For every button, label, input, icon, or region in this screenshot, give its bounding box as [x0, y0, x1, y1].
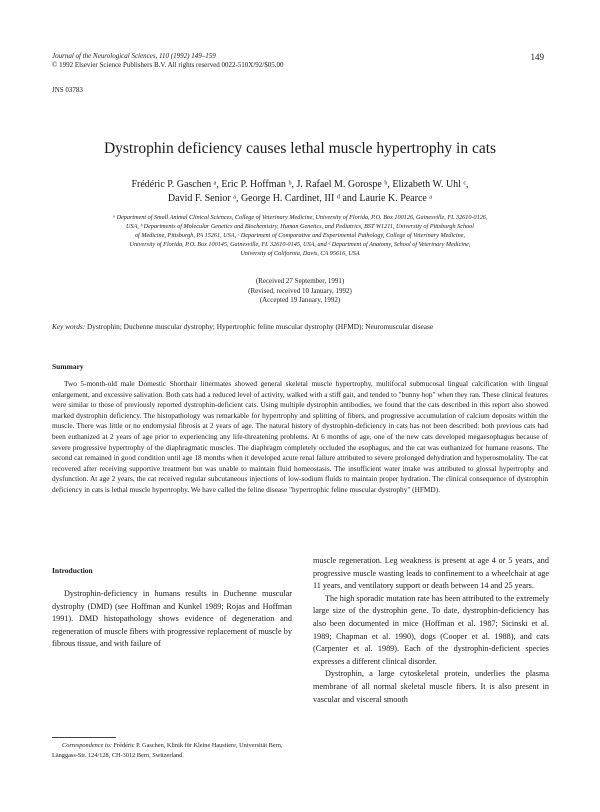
summary-heading: Summary	[52, 362, 84, 371]
affiliation-line: ᵃ Department of Small Animal Clinical Sciences, College of Veterinary Medicine, University of Florida, P.O. Box 100126, Gainesville, FL 32610-0126,	[112, 214, 488, 221]
keywords-label: Key words:	[52, 322, 86, 331]
intro-paragraph: muscle regeneration. Leg weakness is present at age 4 or 5 years, and progressive muscle wasting leads to confinement to a wheelchair at age 11 years, and ventilatory support or death between 14 and 25 years.	[313, 556, 549, 591]
journal-header	[52, 52, 284, 70]
author-line: David F. Senior ᵃ, George H. Cardinet, III ᵈ and Laurie K. Pearce ᵃ	[167, 193, 433, 204]
introduction-right-column	[313, 555, 549, 706]
intro-paragraph: Dystrophin, a large cytoskeletal protein, underlies the plasma membrane of all normal skeletal muscle fibers. It is also present in vascular and visceral smooth	[313, 669, 549, 704]
intro-paragraph: The high sporadic mutation rate has been attributed to the extremely large size of the dystrophin gene. To date, dystrophin-deficiency has also been documented in mice (Hoffman et al. 1987; Sicinski et al. 1989; Chapman et al. 1990), dogs (Cooper et al. 1988), and cats (Carpenter et al. 1989). Each of the dystrophin-deficient species expresses a different clinical disorder.	[313, 593, 549, 666]
introduction-left-column: Dystrophin-deficiency in humans results in Duchenne muscular dystrophy (DMD) (see Hoffman and Kunkel 1989; Rojas and Hoffman 1991). DMD histopathology shows evidence of degeneration and regeneration of muscle fibers with progressive replacement of muscle by fibrous tissue, and with failure of	[52, 589, 292, 649]
journal-citation: Journal of the Neurological Sciences, 110 (1992) 149–159	[52, 52, 216, 60]
author-line: Frédéric P. Gaschen ᵃ, Eric P. Hoffman ᵇ, J. Rafael M. Gorospe ᵇ, Elizabeth W. Uhl ᶜ,	[131, 179, 469, 190]
accepted-date: (Accepted 19 January, 1992)	[259, 296, 341, 304]
affiliation-line: USA, ᵇ Departments of Molecular Genetics and Biochemistry, Human Genetics, and Pediatrics, BST W1211, University of Pittsburgh School	[126, 223, 474, 230]
introduction-heading: Introduction	[52, 566, 93, 575]
correspondence-label: Correspondence to:	[62, 742, 112, 749]
correspondence-footnote	[52, 741, 292, 760]
submission-dates	[0, 277, 600, 306]
article-title: Dystrophin deficiency causes lethal muscle hypertrophy in cats	[103, 140, 497, 157]
affiliations	[52, 213, 548, 258]
received-date: (Received 27 September, 1991)	[255, 277, 345, 285]
revised-date: (Revised, received 10 January, 1992)	[248, 286, 352, 295]
copyright-line: © 1992 Elsevier Science Publishers B.V. All rights reserved 0022-510X/92/$05.00	[52, 61, 284, 69]
summary-body: Two 5-month-old male Domestic Shorthair littermates showed general skeletal muscle hypertrophy, multifocal submucosal lingual calcification with lingual enlargement, and excessive salivation. Both cats had a reduced level of activity, walked with a stiff gait, and tended to "bunny hop" when they ran. These clinical features were similar to those of previously reported dystrophin-deficient cats. Using multiple dystrophin antibodies, we found that the cats described in this report also showed marked dystrophin deficiency. The histopathology was remarkable for hypertrophy and splitting of fibers, and progressive accumulation of calcium deposits within the muscle. There was little or no endomysial fibrosis at 2 years of age. The natural history of dystrophin-deficiency in cats has not been described: both previous cats had been euthanized at 2 years of age prior to experiencing any life-threatening problems. At 6 months of age, one of the new cats developed megaesophagus because of severe progressive hypertrophy of the diaphragmatic muscles. The diaphragm completely occluded the esophagus, and the cat was euthanized for humane reasons. The second cat remained in good condition until age 18 months when it developed acute renal failure attributed to severe prolonged dehydration and hyperosmolality. The cat recovered after receiving supportive treatment but was unable to maintain fluid homeostasis. The insufficient water intake was attributed to glossal hypertrophy and dysfunction. At age 2 years, the cat received regular subcutaneous injections of low-sodium fluids to maintain proper hydration. The clinical consequence of dystrophin deficiency in cats is lethal muscle hypertrophy. We have called the feline disease "hypertrophic feline muscular dystrophy" (HFMD).	[52, 379, 548, 494]
page-number: 149	[530, 52, 544, 62]
keywords-text: Dystrophin; Duchenne muscular dystrophy; Hypertrophic feline muscular dystrophy (HFMD); Neuromuscular disease	[85, 322, 434, 331]
author-list	[60, 178, 540, 206]
footnote-divider	[52, 737, 116, 738]
correspondence-text: Frédéric P. Gaschen, Klinik für Kleine Haustiere, Universität Bern, Länggass-Str. 124/128, CH-3012 Bern, Switzerland.	[52, 742, 283, 759]
affiliation-line: University of Florida, P.O. Box 100145, Gainesville, FL 32610-0145, USA, and ᵈ Department of Anatomy, School of Veterinary Medicine,	[129, 241, 471, 248]
keywords	[52, 322, 548, 332]
affiliation-line: University of California, Davis, CA 95616, USA	[240, 250, 360, 257]
affiliation-line: of Medicine, Pittsburgh, PA 15261, USA, ᶜ Department of Comparative and Experimental Pathology, College of Veterinary Medicine,	[134, 232, 466, 239]
ssdi-code: JNS 03783	[52, 86, 83, 94]
